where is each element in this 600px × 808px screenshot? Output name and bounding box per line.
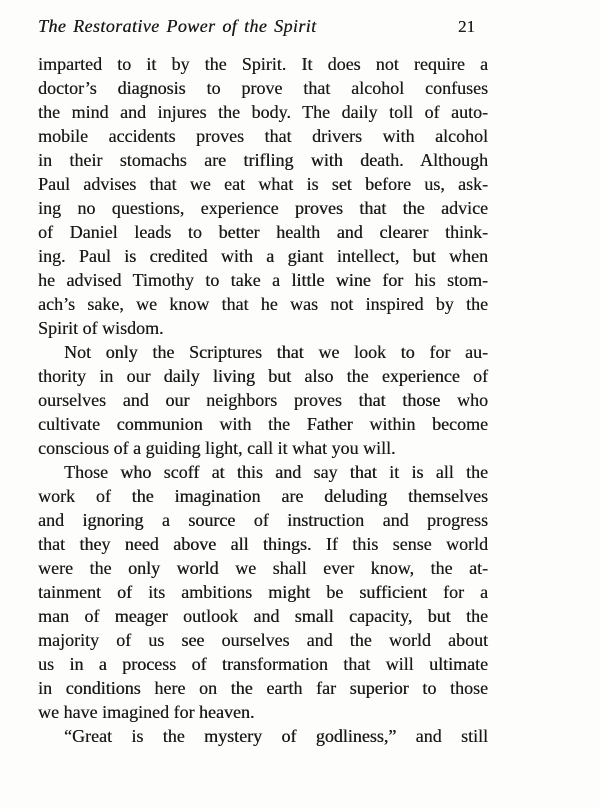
text-line: Paul advises that we eat what is set before us, ask- — [38, 174, 488, 194]
paragraph — [38, 340, 488, 460]
text-line: he advised Timothy to take a little wine for his stom- — [38, 270, 488, 290]
text-line: imparted to it by the Spirit. It does not require a — [38, 54, 488, 74]
text-line: majority of us see ourselves and the world about — [38, 630, 488, 650]
paragraph — [38, 52, 488, 340]
text-line: Spirit of wisdom. — [38, 318, 164, 338]
text-line: were the only world we shall ever know, the at- — [38, 558, 488, 578]
text-line: in conditions here on the earth far superior to those — [38, 678, 488, 698]
running-header — [38, 14, 488, 38]
paragraph — [38, 460, 488, 724]
text-line: and ignoring a source of instruction and progress — [38, 510, 488, 530]
text-line: ing. Paul is credited with a giant intellect, but when — [38, 246, 488, 266]
text-line: man of meager outlook and small capacity, but the — [38, 606, 488, 626]
text-line: thority in our daily living but also the experience of — [38, 366, 488, 386]
text-line: ach’s sake, we know that he was not inspired by the — [38, 294, 488, 314]
text-line: we have imagined for heaven. — [38, 702, 255, 722]
page-number: 21 — [458, 17, 475, 36]
text-line: tainment of its ambitions might be sufficient for a — [38, 582, 488, 602]
text-line: ourselves and our neighbors proves that those who — [38, 390, 488, 410]
text-line: of Daniel leads to better health and clearer think- — [38, 222, 488, 242]
text-line: the mind and injures the body. The daily toll of auto- — [38, 102, 488, 122]
paragraph — [38, 724, 488, 748]
text-line: Those who scoff at this and say that it is all the — [64, 462, 488, 482]
text-line: Not only the Scriptures that we look to for au- — [64, 342, 488, 362]
running-title: The Restorative Power of the Spirit — [38, 16, 317, 36]
text-line: that they need above all things. If this sense world — [38, 534, 488, 554]
text-line: mobile accidents proves that drivers with alcohol — [38, 126, 488, 146]
text-line: ing no questions, experience proves that the advice — [38, 198, 488, 218]
text-line: doctor’s diagnosis to prove that alcohol confuses — [38, 78, 488, 98]
text-line: conscious of a guiding light, call it what you will. — [38, 438, 396, 458]
text-line: cultivate communion with the Father within become — [38, 414, 488, 434]
body-text — [38, 52, 488, 748]
text-line: in their stomachs are trifling with death. Although — [38, 150, 488, 170]
text-line: us in a process of transformation that will ultimate — [38, 654, 488, 674]
text-line: work of the imagination are deluding themselves — [38, 486, 488, 506]
text-line: “Great is the mystery of godliness,” and still — [64, 726, 488, 746]
